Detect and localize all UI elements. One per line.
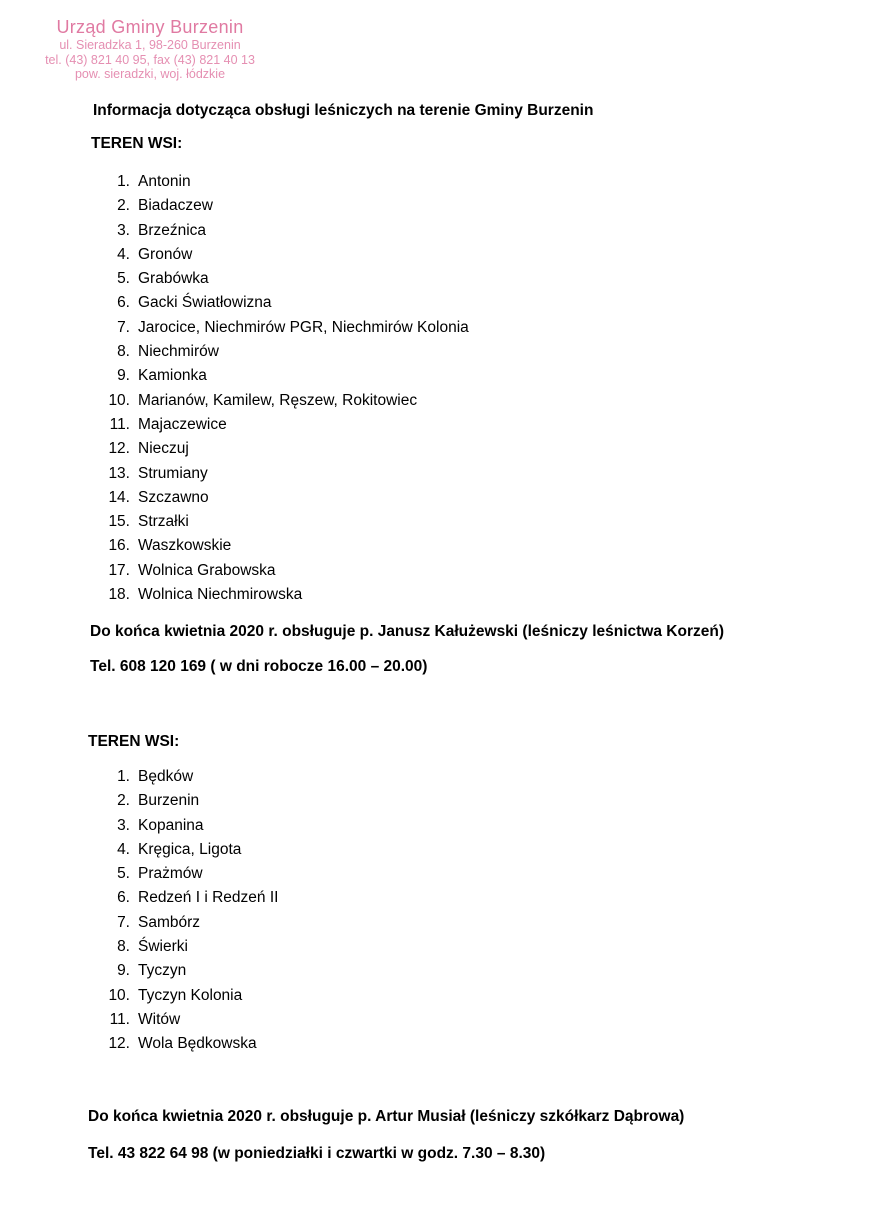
list-item-village-name: Prażmów (138, 865, 203, 883)
list-item-village-name: Marianów, Kamilew, Ręszew, Rokitowiec (138, 391, 418, 409)
list-item-village-name: Kamionka (138, 367, 207, 385)
list-item-number: 3. (117, 816, 130, 834)
list-item-number: 12. (108, 1035, 130, 1053)
list-item-village-name: Witów (138, 1010, 181, 1028)
list-item-village-name: Niechmirów (138, 343, 219, 361)
section1-forester-info: Do końca kwietnia 2020 r. obsługuje p. Janusz Kałużewski (leśniczy leśnictwa Korzeń) (90, 623, 724, 640)
list-item-number: 5. (117, 270, 130, 288)
list-item-number: 7. (117, 913, 130, 931)
list-item-number: 2. (117, 792, 130, 810)
list-item-number: 10. (108, 391, 130, 409)
office-stamp (44, 16, 256, 82)
section1-heading: TEREN WSI: (91, 135, 183, 152)
list-item-village-name: Świerki (138, 938, 188, 956)
list-item-number: 11. (109, 1010, 130, 1028)
list-item-village-name: Gacki Światłowizna (138, 294, 272, 312)
list-item-village-name: Wolnica Niechmirowska (138, 586, 303, 604)
list-item-number: 8. (117, 343, 130, 361)
list-item-number: 6. (117, 294, 130, 312)
list-item-village-name: Waszkowskie (138, 537, 232, 555)
list-item-number: 4. (117, 840, 130, 858)
list-item-village-name: Sambórz (138, 913, 201, 931)
list-item-village-name: Brzeźnica (138, 221, 207, 239)
list-item-number: 13. (108, 464, 130, 482)
list-item-number: 3. (117, 221, 130, 239)
list-item-number: 6. (117, 889, 130, 907)
list-item-number: 9. (117, 962, 130, 980)
list-item-village-name: Kopanina (138, 816, 204, 834)
list-item-number: 1. (117, 768, 130, 785)
section2-forester-info: Do końca kwietnia 2020 r. obsługuje p. Artur Musiał (leśniczy szkółkarz Dąbrowa) (88, 1108, 685, 1125)
stamp-address: ul. Sieradzka 1, 98-260 Burzenin (59, 38, 241, 52)
list-item-village-name: Szczawno (138, 488, 209, 506)
list-item-village-name: Strzałki (138, 513, 189, 531)
list-item-number: 2. (117, 197, 130, 215)
list-item-number: 9. (117, 367, 130, 385)
list-item-number: 15. (108, 513, 130, 531)
list-item-village-name: Tyczyn Kolonia (138, 986, 243, 1004)
list-item-number: 12. (108, 440, 130, 458)
list-item-number: 8. (117, 938, 130, 956)
section1-phone: Tel. 608 120 169 ( w dni robocze 16.00 – 20.00) (90, 658, 428, 675)
list-item-village-name: Będków (138, 768, 194, 785)
list-item-village-name: Tyczyn (138, 962, 187, 980)
list-item-village-name: Redzeń I i Redzeń II (138, 889, 279, 907)
document-title: Informacja dotycząca obsługi leśniczych na terenie Gminy Burzenin (93, 102, 594, 119)
list-item-number: 16. (108, 537, 130, 555)
list-item-village-name: Strumiany (138, 464, 208, 482)
list-item-village-name: Wolnica Grabowska (138, 561, 276, 579)
list-item-number: 14. (108, 488, 130, 506)
list-item-village-name: Majaczewice (138, 415, 227, 433)
list-item-village-name: Nieczuj (138, 440, 189, 458)
list-item-number: 7. (117, 318, 130, 336)
list-item-number: 18. (108, 586, 130, 604)
list-item-village-name: Burzenin (138, 792, 200, 810)
list-item-village-name: Antonin (138, 173, 191, 190)
list-item-village-name: Biadaczew (138, 197, 213, 215)
list-item-number: 1. (117, 173, 130, 190)
section2-heading: TEREN WSI: (88, 733, 180, 750)
list-item-village-name: Kręgica, Ligota (138, 840, 242, 858)
list-item-village-name: Grabówka (138, 270, 209, 288)
stamp-phone: tel. (43) 821 40 95, fax (43) 821 40 13 (45, 52, 255, 67)
section2-phone: Tel. 43 822 64 98 (w poniedziałki i czwartki w godz. 7.30 – 8.30) (88, 1145, 546, 1162)
stamp-office-name: Urząd Gminy Burzenin (56, 17, 244, 37)
list-item-number: 5. (117, 865, 130, 883)
list-item-village-name: Jarocice, Niechmirów PGR, Niechmirów Kolonia (138, 318, 469, 336)
list-item-village-name: Gronów (138, 245, 193, 263)
list-item-number: 10. (108, 986, 130, 1004)
list-item-number: 4. (117, 245, 130, 263)
list-item-number: 17. (108, 561, 130, 579)
list-item-number: 11. (109, 415, 130, 433)
list-item-village-name: Wola Będkowska (138, 1035, 257, 1053)
stamp-district: pow. sieradzki, woj. łódzkie (74, 67, 226, 81)
